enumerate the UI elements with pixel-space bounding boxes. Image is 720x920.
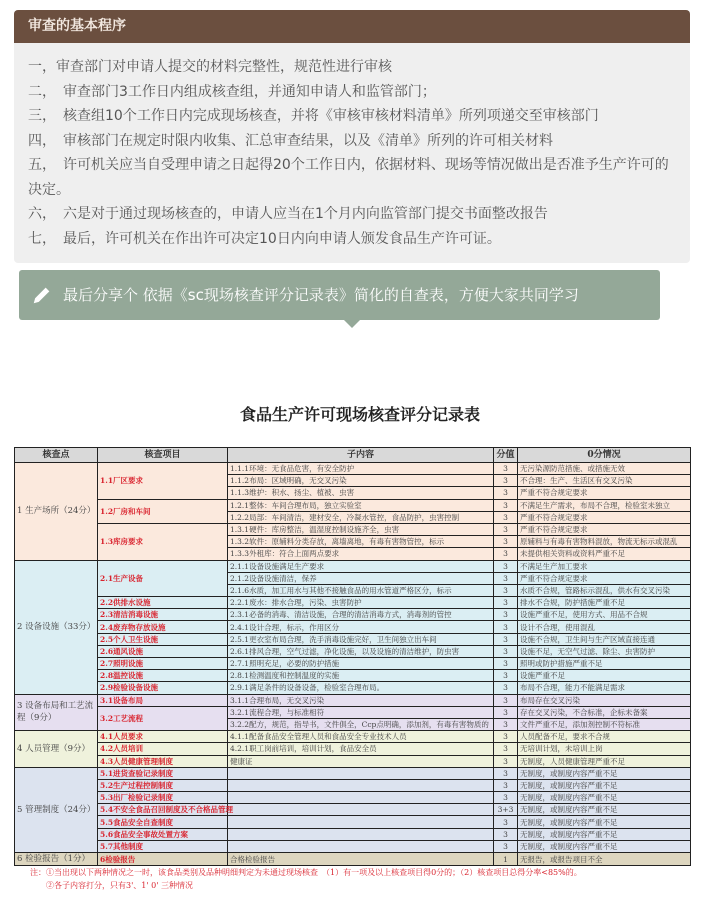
- check-item-cell: 5.6食品安全事故处置方案: [98, 828, 228, 840]
- table-row: [15, 670, 691, 682]
- table-row: [15, 779, 691, 791]
- score-cell: 3: [494, 487, 518, 499]
- check-point-cell: 6 检验报告（1分）: [15, 853, 98, 866]
- sub-content-cell: 1.1.3维护：积水、扬尘、植被、虫害: [228, 487, 494, 499]
- table-row: [15, 816, 691, 828]
- header-cell: 核查点: [15, 448, 98, 463]
- header-cell: 核查项目: [98, 448, 228, 463]
- sub-content-cell: 2.6.1排风合理，空气过滤，净化设施，以及设施的清洁维护，防虫害: [228, 645, 494, 657]
- sub-content-cell: 健康证: [228, 755, 494, 767]
- check-item-cell: 2.6通风设施: [98, 645, 228, 657]
- check-item-cell: 5.5食品安全自查制度: [98, 816, 228, 828]
- table-row: [15, 804, 691, 816]
- score-cell: 3: [494, 706, 518, 718]
- table-row: [15, 767, 691, 779]
- sub-content-cell: 1.1.1环境：无食品危害，有安全防护: [228, 463, 494, 475]
- check-item-cell: 5.3出厂检验记录制度: [98, 792, 228, 804]
- check-item-cell: 1.2厂房和车间: [98, 499, 228, 523]
- score-cell: 3: [494, 792, 518, 804]
- sub-content-cell: 3.2.2配方，规范，指导书，文件俱全，Ccp点明确，添加剂，有毒有害物质的: [228, 718, 494, 730]
- check-item-cell: 4.3人员健康管理制度: [98, 755, 228, 767]
- score-cell: 3: [494, 767, 518, 779]
- sub-content-cell: [228, 779, 494, 791]
- zero-score-cell: 照明或防护措施严重不足: [518, 658, 691, 670]
- score-cell: 3: [494, 694, 518, 706]
- score-cell: 3+3: [494, 804, 518, 816]
- procedure-step: 五， 许可机关应当自受理申请之日起得20个工作日内，依据材料、现场等情况做出是否准予生产许可的决定。: [28, 157, 669, 198]
- zero-score-cell: 文件严重不足，添加剂控制不符标准: [518, 718, 691, 730]
- score-cell: 3: [494, 572, 518, 584]
- zero-score-cell: 存在交叉污染，不合标准，企标未备案: [518, 706, 691, 718]
- sub-content-cell: 2.3.1必备的消毒、清洁设施，合理的清洁消毒方式，消毒剂的管控: [228, 609, 494, 621]
- procedure-step: 三， 核查组10个工作日内完成现场核查，并将《审核审核材料清单》所列项递交至审核部门: [28, 108, 599, 124]
- table-row: [15, 645, 691, 657]
- zero-score-cell: 设计不合理，使用混乱: [518, 621, 691, 633]
- pencil-icon: [31, 284, 53, 306]
- score-cell: 3: [494, 828, 518, 840]
- table-title: 食品生产许可现场核查评分记录表: [239, 405, 480, 424]
- sub-content-cell: 1.3.2软件：原辅料分类存放，离墙离地，有毒有害物管控，标示: [228, 536, 494, 548]
- check-item-cell: 2.9检验设备设施: [98, 682, 228, 694]
- score-cell: 3: [494, 743, 518, 755]
- callout-banner: [19, 270, 660, 320]
- zero-score-cell: 原辅料与有毒有害物料混放，物流无标示或混乱: [518, 536, 691, 548]
- header-cell: 分值: [494, 448, 518, 463]
- score-cell: 3: [494, 499, 518, 511]
- zero-score-cell: 严重不符合规定要求: [518, 511, 691, 523]
- section-title: 审查的基本程序: [14, 10, 690, 43]
- table-row: [15, 706, 691, 718]
- sub-content-cell: 合格检验报告: [228, 853, 494, 866]
- zero-score-cell: 无制度，或制度内容严重不足: [518, 828, 691, 840]
- check-item-cell: 5.7其他制度: [98, 840, 228, 852]
- sub-content-cell: 2.1.1设备设施满足生产要求: [228, 560, 494, 572]
- table-row: [15, 658, 691, 670]
- zero-score-cell: 设施严重不足: [518, 670, 691, 682]
- note: ②各子内容打分，只有3'、1' 0' 三种情况: [46, 881, 193, 890]
- zero-score-cell: 无制度，或制度内容严重不足: [518, 840, 691, 852]
- sub-content-cell: [228, 767, 494, 779]
- sub-content-cell: [228, 792, 494, 804]
- procedure-step: 二， 审查部门3工作日内组成核查组，并通知申请人和监管部门；: [28, 83, 436, 100]
- sub-content-cell: [228, 840, 494, 852]
- score-cell: 3: [494, 463, 518, 475]
- sub-content-cell: [228, 828, 494, 840]
- check-item-cell: 2.3清洁消毒设施: [98, 609, 228, 621]
- zero-score-cell: 无报告，或报告项目不全: [518, 853, 691, 866]
- table-notes: [30, 866, 582, 892]
- table-row: [15, 840, 691, 852]
- zero-score-cell: 严重不符合规定要求: [518, 523, 691, 535]
- score-cell: 3: [494, 633, 518, 645]
- zero-score-cell: 无制度，或制度内容严重不足: [518, 804, 691, 816]
- check-item-cell: 2.8温控设施: [98, 670, 228, 682]
- zero-score-cell: 人员配备不足，要求不合规: [518, 731, 691, 743]
- score-cell: 3: [494, 840, 518, 852]
- zero-score-cell: 布局不合理，能力不能满足需求: [518, 682, 691, 694]
- check-item-cell: 5.4不安全食品召回制度及不合格品管理: [98, 804, 228, 816]
- score-cell: 3: [494, 536, 518, 548]
- table-row: [15, 560, 691, 572]
- sub-content-cell: 3.1.1合理布局，无交叉污染: [228, 694, 494, 706]
- table-row: [15, 731, 691, 743]
- score-cell: 3: [494, 584, 518, 596]
- score-cell: 3: [494, 560, 518, 572]
- zero-score-cell: 设施不合规，卫生间与生产区域直接连通: [518, 633, 691, 645]
- sub-content-cell: 1.2.1整体：车间合理布局，独立实验室: [228, 499, 494, 511]
- check-item-cell: 4.2人员培训: [98, 743, 228, 755]
- score-cell: 3: [494, 779, 518, 791]
- zero-score-cell: 严重不符合规定要求: [518, 487, 691, 499]
- zero-score-cell: 不满足生产加工要求: [518, 560, 691, 572]
- table-row: [15, 682, 691, 694]
- score-cell: 3: [494, 755, 518, 767]
- check-point-cell: 3 设备布局和工艺流程（9分）: [15, 694, 98, 731]
- zero-score-cell: 设施严重不足，使用方式、用品不合规: [518, 609, 691, 621]
- check-item-cell: 2.1生产设备: [98, 560, 228, 597]
- score-cell: 1: [494, 853, 518, 866]
- table-row: [15, 621, 691, 633]
- zero-score-cell: 无制度，人员健康管理严重不足: [518, 755, 691, 767]
- sub-content-cell: [228, 816, 494, 828]
- zero-score-cell: 设施不足，无空气过滤、除尘、虫害防护: [518, 645, 691, 657]
- check-point-cell: 1 生产场所（24分）: [15, 463, 98, 561]
- check-point-cell: 4 人员管理（9分）: [15, 731, 98, 768]
- score-cell: 3: [494, 609, 518, 621]
- score-cell: 3: [494, 645, 518, 657]
- check-item-cell: 4.1人员要求: [98, 731, 228, 743]
- zero-score-cell: 无制度，或制度内容严重不足: [518, 816, 691, 828]
- check-item-cell: 6检验报告: [98, 853, 228, 866]
- score-cell: 3: [494, 523, 518, 535]
- sub-content-cell: 2.9.1满足条件的设备设备，检验室合理布局。: [228, 682, 494, 694]
- sub-content-cell: 1.1.2布局：区域明确，无交叉污染: [228, 475, 494, 487]
- zero-score-cell: 不合理：生产、生活区有交叉污染: [518, 475, 691, 487]
- table-row: [15, 743, 691, 755]
- check-item-cell: 3.1设备布局: [98, 694, 228, 706]
- table-row: [15, 792, 691, 804]
- procedure-section: [14, 10, 690, 263]
- check-item-cell: 1.3库房要求: [98, 523, 228, 560]
- table-header: [15, 448, 691, 463]
- score-cell: 3: [494, 670, 518, 682]
- check-point-cell: 2 设备设施（33分）: [15, 560, 98, 694]
- procedure-step: 六， 六是对于通过现场核查的，申请人应当在1个月内向监管部门提交书面整改报告: [28, 206, 548, 222]
- sub-content-cell: 1.3.3外租库：符合上面两点要求: [228, 548, 494, 560]
- zero-score-cell: 无培训计划，未培训上岗: [518, 743, 691, 755]
- table-row: [15, 755, 691, 767]
- sub-content-cell: 1.3.1硬件：库房整洁，温湿度控制设施齐全，虫害: [228, 523, 494, 535]
- table-row: [15, 523, 691, 535]
- score-cell: 3: [494, 621, 518, 633]
- zero-score-cell: 无制度，或制度内容严重不足: [518, 767, 691, 779]
- score-cell: 3: [494, 731, 518, 743]
- procedure-step: 一，审查部门对申请人提交的材料完整性，规范性进行审核: [28, 59, 392, 75]
- table-row: [15, 694, 691, 706]
- header-cell: 0分情况: [518, 448, 691, 463]
- table-row: [15, 597, 691, 609]
- check-item-cell: 3.2工艺流程: [98, 706, 228, 730]
- table-row: [15, 828, 691, 840]
- table-row: [15, 499, 691, 511]
- sub-content-cell: 2.4.1设计合理，标示，作用区分: [228, 621, 494, 633]
- sub-content-cell: 3.2.1流程合理，与标准相符: [228, 706, 494, 718]
- procedure-step: 四， 审核部门在规定时限内收集、汇总审查结果，以及《清单》所列的许可相关材料: [28, 132, 553, 149]
- score-cell: 3: [494, 658, 518, 670]
- check-point-cell: 5 管理制度（24分）: [15, 767, 98, 852]
- score-cell: 3: [494, 597, 518, 609]
- score-cell: 3: [494, 475, 518, 487]
- sub-content-cell: 1.2.2局部：车间清洁，建材安全，冷凝水管控，食品防护，虫害控制: [228, 511, 494, 523]
- sub-content-cell: 2.1.6水质，加工用水与其他不接触食品的用水管道严格区分，标示: [228, 584, 494, 596]
- score-cell: 3: [494, 511, 518, 523]
- zero-score-cell: 不满足生产需求，布局不合理，检验室未独立: [518, 499, 691, 511]
- zero-score-cell: 水质不合规，管路标示混乱，供水有交叉污染: [518, 584, 691, 596]
- sub-content-cell: [228, 804, 494, 816]
- check-item-cell: 2.5个人卫生设施: [98, 633, 228, 645]
- sub-content-cell: 2.1.2设备设施清洁，保养: [228, 572, 494, 584]
- score-cell: 3: [494, 718, 518, 730]
- zero-score-cell: 布局存在交叉污染: [518, 694, 691, 706]
- callout-text: 最后分享个 依据《sc现场核查评分记录表》简化的自查表，方便大家共同学习: [63, 286, 579, 304]
- zero-score-cell: 严重不符合规定要求: [518, 572, 691, 584]
- score-table: [14, 447, 691, 866]
- note: 注：①当出现以下两种情况之一时，该食品类别及品种明细判定为未通过现场核查 （1）有一项及以上核查项目得0分的；（2）核查项目总得分率<85%的。: [30, 868, 582, 877]
- sub-content-cell: 2.7.1照明充足，必要的防护措施: [228, 658, 494, 670]
- score-cell: 3: [494, 548, 518, 560]
- procedure-list: [14, 43, 690, 251]
- score-cell: 3: [494, 682, 518, 694]
- table-row: [15, 609, 691, 621]
- sub-content-cell: 4.1.1配备食品安全管理人员和食品安全专业技术人员: [228, 731, 494, 743]
- check-item-cell: 1.1厂区要求: [98, 463, 228, 500]
- table-row: [15, 633, 691, 645]
- sub-content-cell: 2.5.1更衣室布局合理，洗手消毒设施完好，卫生间独立出车间: [228, 633, 494, 645]
- sub-content-cell: 2.8.1检测温度和控制温度的实施: [228, 670, 494, 682]
- score-cell: 3: [494, 816, 518, 828]
- header-cell: 子内容: [228, 448, 494, 463]
- check-item-cell: 2.4废弃物存放设施: [98, 621, 228, 633]
- zero-score-cell: 排水不合规，防护措施严重不足: [518, 597, 691, 609]
- zero-score-cell: 未提供相关资料或资料严重不足: [518, 548, 691, 560]
- check-item-cell: 2.7照明设施: [98, 658, 228, 670]
- zero-score-cell: 无污染源防范措施、或措施无效: [518, 463, 691, 475]
- table-row: [15, 853, 691, 866]
- check-item-cell: 5.1进货查验记录制度: [98, 767, 228, 779]
- table-row: [15, 463, 691, 475]
- sub-content-cell: 4.2.1职工岗前培训，培训计划，食品安全员: [228, 743, 494, 755]
- zero-score-cell: 无制度，或制度内容严重不足: [518, 792, 691, 804]
- procedure-step: 七， 最后，许可机关在作出许可决定10日内向申请人颁发食品生产许可证。: [28, 230, 501, 247]
- check-item-cell: 2.2供排水设施: [98, 597, 228, 609]
- zero-score-cell: 无制度，或制度内容严重不足: [518, 779, 691, 791]
- sub-content-cell: 2.2.1废水：排水合理，污染、虫害防护: [228, 597, 494, 609]
- check-item-cell: 5.2生产过程控制制度: [98, 779, 228, 791]
